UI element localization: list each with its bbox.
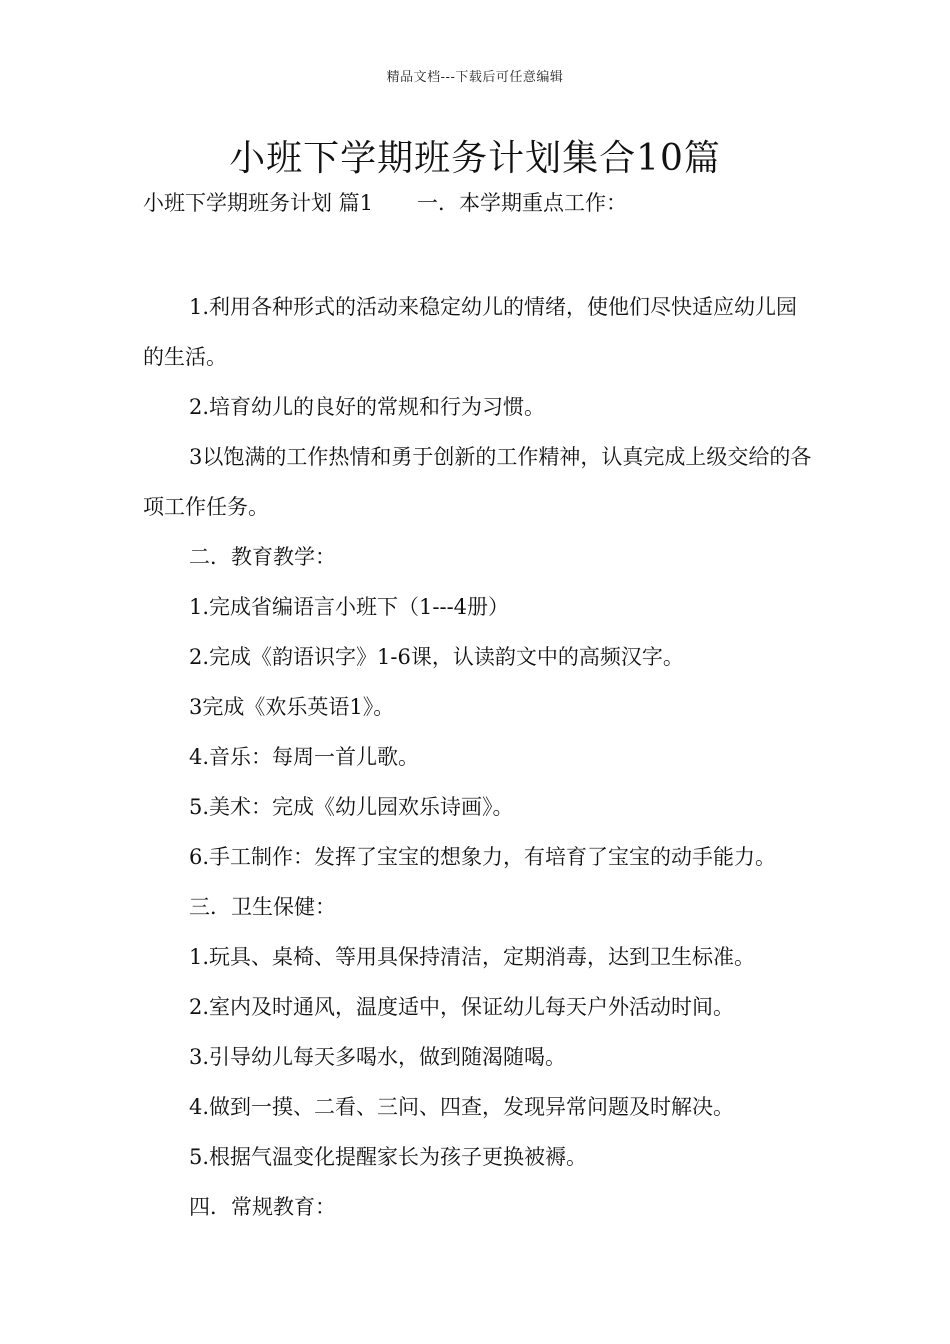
header-note: 精品文档---下载后可任意编辑: [386, 70, 564, 85]
section-heading: 四．常规教育：: [189, 1195, 336, 1219]
document-body: [143, 282, 813, 1232]
paragraph: 6.手工制作：发挥了宝宝的想象力，有培育了宝宝的动手能力。: [189, 845, 777, 869]
document-title: 小班下学期班务计划集合10篇: [229, 138, 721, 179]
paragraph: 3以饱满的工作热情和勇于创新的工作精神，认真完成上级交给的各项工作任务。: [143, 445, 812, 519]
paragraph: 4.做到一摸、二看、三问、四查，发现异常问题及时解决。: [189, 1095, 735, 1119]
section-heading: 小班下学期班务计划 篇1: [143, 191, 374, 215]
section-heading: 三．卫生保健：: [189, 895, 336, 919]
subtitle-row: [143, 187, 627, 217]
paragraph: 2.室内及时通风，温度适中，保证幼儿每天户外活动时间。: [189, 995, 735, 1019]
paragraph: 1.玩具、桌椅、等用具保持清洁，定期消毒，达到卫生标准。: [189, 945, 756, 969]
section-subheading: 一．本学期重点工作：: [417, 191, 628, 215]
section-heading: 二．教育教学：: [189, 545, 336, 569]
paragraph: 2.完成《韵语识字》1-6课，认读韵文中的高频汉字。: [189, 645, 684, 669]
paragraph: 1.利用各种形式的活动来稳定幼儿的情绪，使他们尽快适应幼儿园的生活。: [143, 295, 798, 369]
paragraph: 4.音乐：每周一首儿歌。: [189, 745, 420, 769]
paragraph: 3完成《欢乐英语1》。: [189, 695, 395, 719]
paragraph: 2.培育幼儿的良好的常规和行为习惯。: [189, 395, 546, 419]
paragraph: 3.引导幼儿每天多喝水，做到随渴随喝。: [189, 1045, 567, 1069]
paragraph: 1.完成省编语言小班下（1---4册）: [189, 595, 510, 619]
paragraph: 5.美术：完成《幼儿园欢乐诗画》。: [189, 795, 514, 819]
paragraph: 5.根据气温变化提醒家长为孩子更换被褥。: [189, 1145, 588, 1169]
